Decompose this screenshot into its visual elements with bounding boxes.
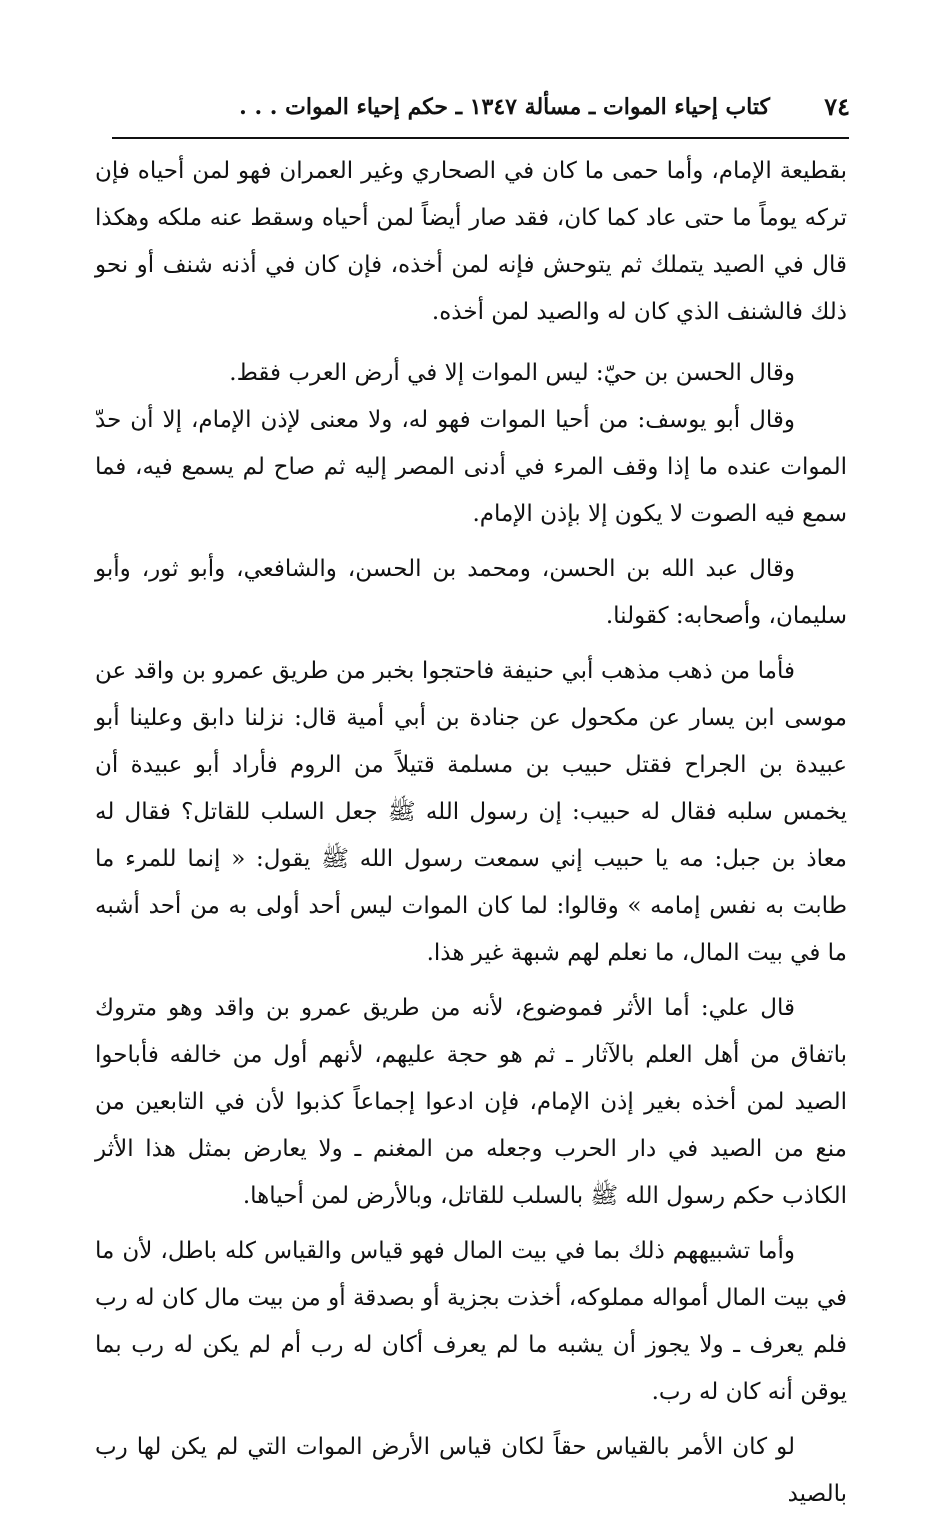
paragraph-1: بقطيعة الإمام، وأما حمى ما كان في الصحاري وغير العمران فهو لمن أحياه فإن تركه يوماً ما حتى عاد كما كان، فقد صار أيضاً لمن أحياه وسقط عنه ملكه وهكذا قال في الصيد يتملك ثم يتوحش فإنه لمن أخذه، فإن كان في أذنه شنف أو نحو ذلك فالشنف الذي كان له والصيد لمن أخذه. — [95, 158, 847, 325]
paragraph-7: وأما تشبيههم ذلك بما في بيت المال فهو قياس والقياس كله باطل، لأن ما في بيت المال أمواله مملوكه، أخذت بجزية أو بصدقة أو من بيت مال كان له رب فلم يعرف ـ ولا يجوز أن يشبه ما لم يعرف أكان له رب أم لم يكن له رب بما يوقن أنه كان له رب. — [95, 1238, 847, 1405]
paragraph-2: وقال الحسن بن حيّ: ليس الموات إلا في أرض العرب فقط. — [229, 360, 795, 386]
paragraph-5: فأما من ذهب مذهب أبي حنيفة فاحتجوا بخبر من طريق عمرو بن واقد عن موسى ابن يسار عن مكحول عن جنادة بن أبي أمية قال: نزلنا دابق وعلينا أبو عبيدة بن الجراح فقتل حبيب بن مسلمة قتيلاً من الروم فأراد أبو عبيدة أن يخمس سلبه فقال له حبيب: إن رسول الله ﷺ جعل السلب للقاتل؟ فقال له معاذ بن جبل: مه يا حبيب إني سمعت رسول الله ﷺ يقول: « إنما للمرء ما طابت به نفس إمامه » وقالوا: لما كان الموات ليس أحد أولى به من أحد أشبه ما في بيت المال، ما نعلم لهم شبهة غير هذا. — [95, 658, 847, 966]
page-number: ٧٤ — [824, 92, 850, 121]
body-text — [95, 148, 847, 1518]
page-header — [110, 84, 850, 128]
paragraph-4: وقال عبد الله بن الحسن، ومحمد بن الحسن، والشافعي، وأبو ثور، وأبو سليمان، وأصحابه: كقولنا. — [95, 556, 847, 629]
paragraph-6: قال علي: أما الأثر فموضوع، لأنه من طريق عمرو بن واقد وهو متروك باتفاق من أهل العلم بالآثار ـ ثم هو حجة عليهم، لأنهم أول من خالفه فأباحوا الصيد لمن أخذه بغير إذن الإمام، فإن ادعوا إجماعاً كذبوا لأن في التابعين من منع من الصيد في دار الحرب وجعله من المغنم ـ ولا يعارض بمثل هذا الأثر الكاذب حكم رسول الله ﷺ بالسلب للقاتل، وبالأرض لمن أحياها. — [95, 995, 847, 1209]
paragraph-3: وقال أبو يوسف: من أحيا الموات فهو له، ولا معنى لإذن الإمام، إلا أن حدّ الموات عنده ما إذا وقف المرء في أدنى المصر إليه ثم صاح لم يسمع فيه، فما سمع فيه الصوت لا يكون إلا بإذن الإمام. — [95, 407, 847, 527]
paragraph-8: لو كان الأمر بالقياس حقاً لكان قياس الأرض الموات التي لم يكن لها رب بالصيد — [95, 1434, 847, 1507]
running-title: كتاب إحياء الموات ـ مسألة ١٣٤٧ ـ حكم إحياء الموات . . . — [239, 94, 770, 120]
header-divider — [112, 137, 849, 139]
